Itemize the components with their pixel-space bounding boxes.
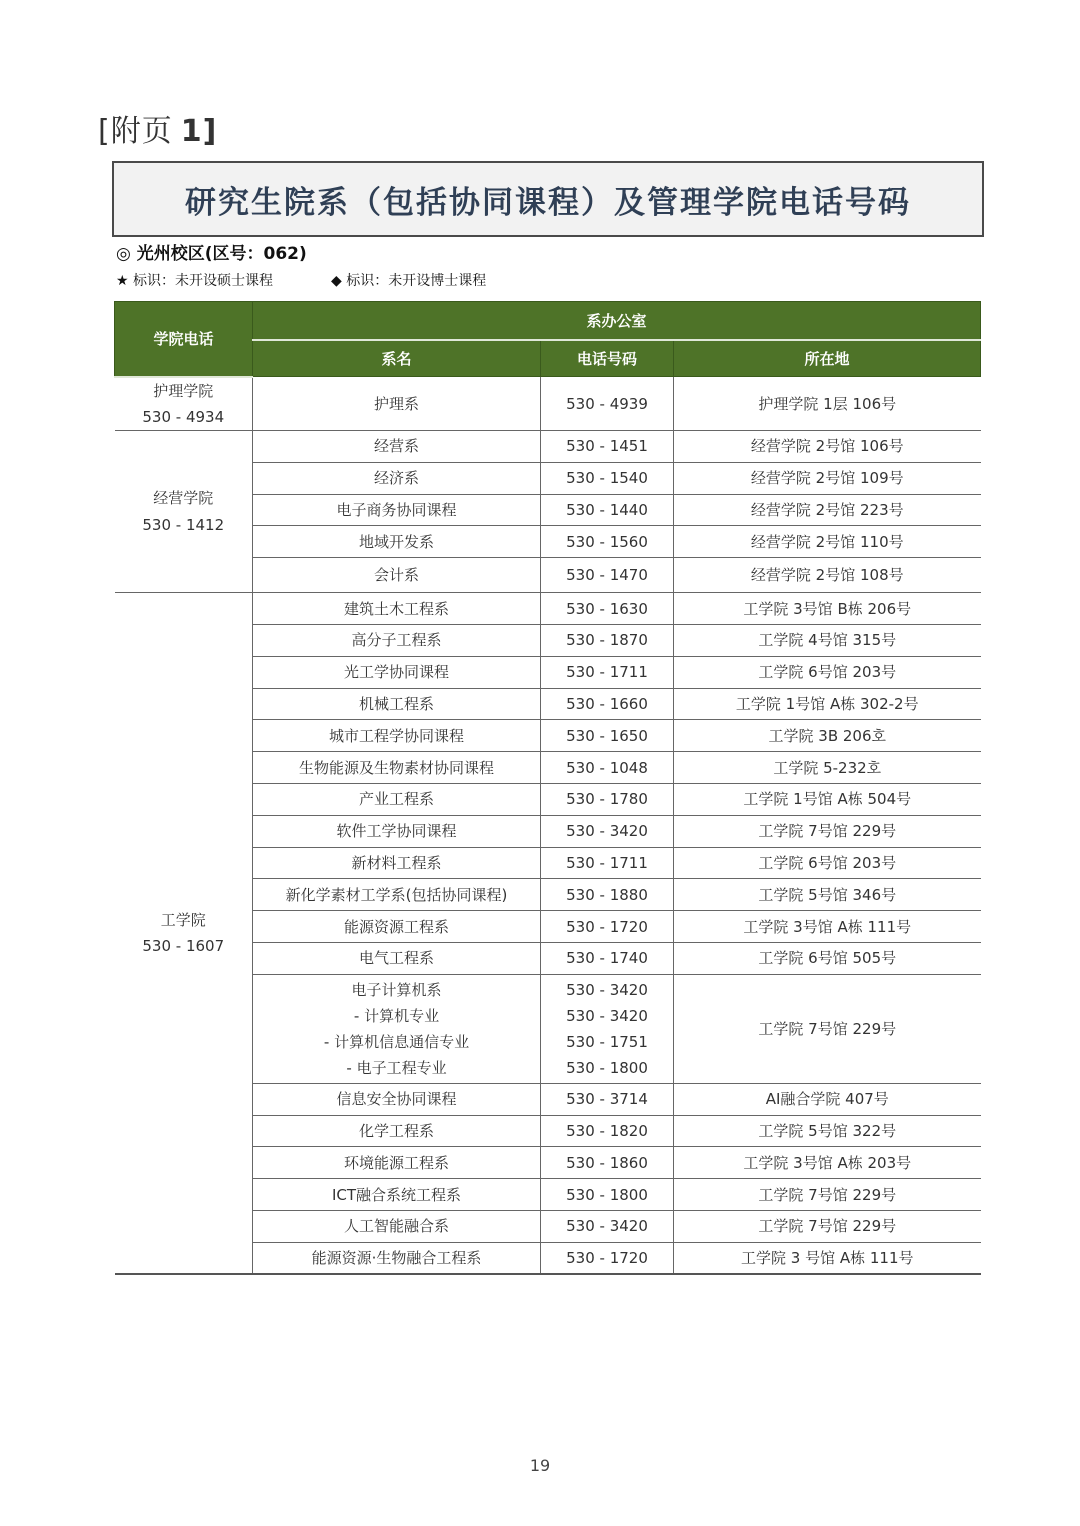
dept-location: 工学院 5-232호 [674, 752, 981, 784]
dept-phone: 530 - 1451 [541, 431, 674, 463]
dept-name: 地域开发系 [253, 526, 541, 558]
college-name: 经营学院 [153, 489, 214, 508]
dept-phone: 530 - 1720 [541, 1242, 674, 1274]
dept-name: 新材料工程系 [253, 847, 541, 879]
dept-location: 工学院 7号馆 229号 [674, 1179, 981, 1211]
dept-name: 会计系 [253, 558, 541, 593]
dept-location: 工学院 6号馆 203号 [674, 656, 981, 688]
dept-location: 工学院 3号馆 A栋 111号 [674, 911, 981, 943]
dept-name: 能源资源工程系 [253, 911, 541, 943]
dept-line: - 计算机专业 [353, 1006, 440, 1025]
dept-line: 电子计算机系 [351, 980, 442, 999]
dept-phone: 530 - 1560 [541, 526, 674, 558]
dept-name: 护理系 [253, 377, 541, 431]
page-title: 研究生院系（包括协同课程）及管理学院电话号码 [185, 184, 911, 221]
dept-name: 软件工学协同课程 [253, 815, 541, 847]
dept-location: 工学院 7号馆 229号 [674, 815, 981, 847]
dept-phone: 530 - 3420 [541, 1210, 674, 1242]
legend-item-no-masters [116, 270, 273, 290]
dept-name: ICT融合系统工程系 [253, 1179, 541, 1211]
dept-phone: 530 - 1880 [541, 879, 674, 911]
dept-phone: 530 - 1440 [541, 494, 674, 526]
page-number: 19 [529, 1456, 551, 1475]
dept-phone: 530 - 1711 [541, 847, 674, 879]
legend-item-no-doctoral [331, 270, 486, 290]
header-location: 所在地 [674, 340, 981, 377]
phone-line: 530 - 3420 [566, 980, 648, 999]
dept-phone: 530 - 1711 [541, 656, 674, 688]
dept-name: 能源资源·生物融合工程系 [253, 1242, 541, 1274]
dept-name: 化学工程系 [253, 1115, 541, 1147]
dept-location: 工学院 7号馆 229号 [674, 974, 981, 1083]
dept-name: 生物能源及生物素材协同课程 [253, 752, 541, 784]
dept-phone: 530 - 3714 [541, 1083, 674, 1115]
dept-location: 工学院 7号馆 229号 [674, 1210, 981, 1242]
dept-location: 工学院 6号馆 203号 [674, 847, 981, 879]
header-college-phone: 学院电话 [115, 302, 253, 377]
dept-location: 工学院 3B 206호 [674, 720, 981, 752]
appendix-label [98, 106, 217, 150]
dept-phone: 530 - 1820 [541, 1115, 674, 1147]
dept-location: 工学院 1号馆 A栋 504号 [674, 783, 981, 815]
dept-name: 机械工程系 [253, 688, 541, 720]
page-title-box [112, 161, 984, 237]
dept-name-multi [253, 974, 541, 1083]
phone-line: 530 - 3420 [566, 1006, 648, 1025]
phone-line: 530 - 1751 [566, 1032, 648, 1051]
dept-phone: 530 - 1870 [541, 624, 674, 656]
legend-text: 标识：未开设博士课程 [346, 273, 487, 289]
dept-name: 产业工程系 [253, 783, 541, 815]
dept-name: 光工学协同课程 [253, 656, 541, 688]
header-dept-office: 系办公室 [253, 302, 981, 340]
dept-name: 城市工程学协同课程 [253, 720, 541, 752]
dept-phone-multi [541, 974, 674, 1083]
dept-phone: 530 - 1470 [541, 558, 674, 593]
dept-location: 经营学院 2号馆 108号 [674, 558, 981, 593]
dept-location: 工学院 4号馆 315号 [674, 624, 981, 656]
dept-location: 经营学院 2号馆 223号 [674, 494, 981, 526]
dept-phone: 530 - 4939 [541, 377, 674, 431]
dept-line: - 电子工程专业 [346, 1058, 447, 1077]
dept-name: 电子商务协同课程 [253, 494, 541, 526]
dept-name: 建筑土木工程系 [253, 593, 541, 625]
dept-name: 经济系 [253, 462, 541, 494]
appendix-text: [附页 [98, 114, 173, 149]
college-cell [115, 431, 253, 593]
legend [116, 270, 544, 290]
dept-name: 环境能源工程系 [253, 1147, 541, 1179]
dept-phone: 530 - 1048 [541, 752, 674, 784]
campus-label: ◎ 光州校区(区号：062) [116, 244, 307, 264]
table-row [115, 431, 981, 463]
dept-phone: 530 - 1800 [541, 1179, 674, 1211]
dept-location: AI融合学院 407号 [674, 1083, 981, 1115]
dept-location: 工学院 1号馆 A栋 302-2号 [674, 688, 981, 720]
dept-location: 护理学院 1层 106号 [674, 377, 981, 431]
dept-location: 工学院 5号馆 322号 [674, 1115, 981, 1147]
dept-location: 工学院 6号馆 505号 [674, 942, 981, 974]
header-dept-name: 系名 [253, 340, 541, 377]
dept-location: 工学院 3 号馆 A栋 111号 [674, 1242, 981, 1274]
dept-name: 高分子工程系 [253, 624, 541, 656]
dept-phone: 530 - 1630 [541, 593, 674, 625]
diamond-icon: ◆ [331, 273, 342, 289]
college-phone: 530 - 1412 [142, 515, 225, 534]
dept-phone: 530 - 1860 [541, 1147, 674, 1179]
college-phone: 530 - 1607 [142, 937, 225, 956]
dept-phone: 530 - 1650 [541, 720, 674, 752]
dept-phone: 530 - 1540 [541, 462, 674, 494]
star-icon: ★ [116, 273, 129, 289]
dept-location: 经营学院 2号馆 110号 [674, 526, 981, 558]
dept-name: 经营系 [253, 431, 541, 463]
dept-location: 经营学院 2号馆 109号 [674, 462, 981, 494]
dept-name: 人工智能融合系 [253, 1210, 541, 1242]
dept-name: 信息安全协同课程 [253, 1083, 541, 1115]
dept-name: 电气工程系 [253, 942, 541, 974]
legend-text: 标识：未开设硕士课程 [133, 273, 274, 289]
dept-location: 工学院 5号馆 346号 [674, 879, 981, 911]
header-phone: 电话号码 [541, 340, 674, 377]
dept-phone: 530 - 3420 [541, 815, 674, 847]
dept-location: 经营学院 2号馆 106号 [674, 431, 981, 463]
dept-name: 新化学素材工学系(包括协同课程) [253, 879, 541, 911]
dept-phone: 530 - 1720 [541, 911, 674, 943]
table-row [115, 377, 981, 431]
phone-directory-table [114, 301, 981, 1275]
college-phone: 530 - 4934 [142, 407, 225, 426]
dept-line: - 计算机信息通信专业 [323, 1032, 470, 1051]
appendix-number: 1] [180, 114, 218, 149]
dept-phone: 530 - 1740 [541, 942, 674, 974]
college-cell [115, 593, 253, 1274]
college-cell [115, 377, 253, 431]
college-name: 工学院 [160, 910, 206, 929]
dept-phone: 530 - 1660 [541, 688, 674, 720]
college-name: 护理学院 [153, 381, 214, 400]
dept-location: 工学院 3号馆 A栋 203号 [674, 1147, 981, 1179]
dept-phone: 530 - 1780 [541, 783, 674, 815]
phone-line: 530 - 1800 [566, 1058, 648, 1077]
table-row [115, 593, 981, 625]
dept-location: 工学院 3号馆 B栋 206号 [674, 593, 981, 625]
